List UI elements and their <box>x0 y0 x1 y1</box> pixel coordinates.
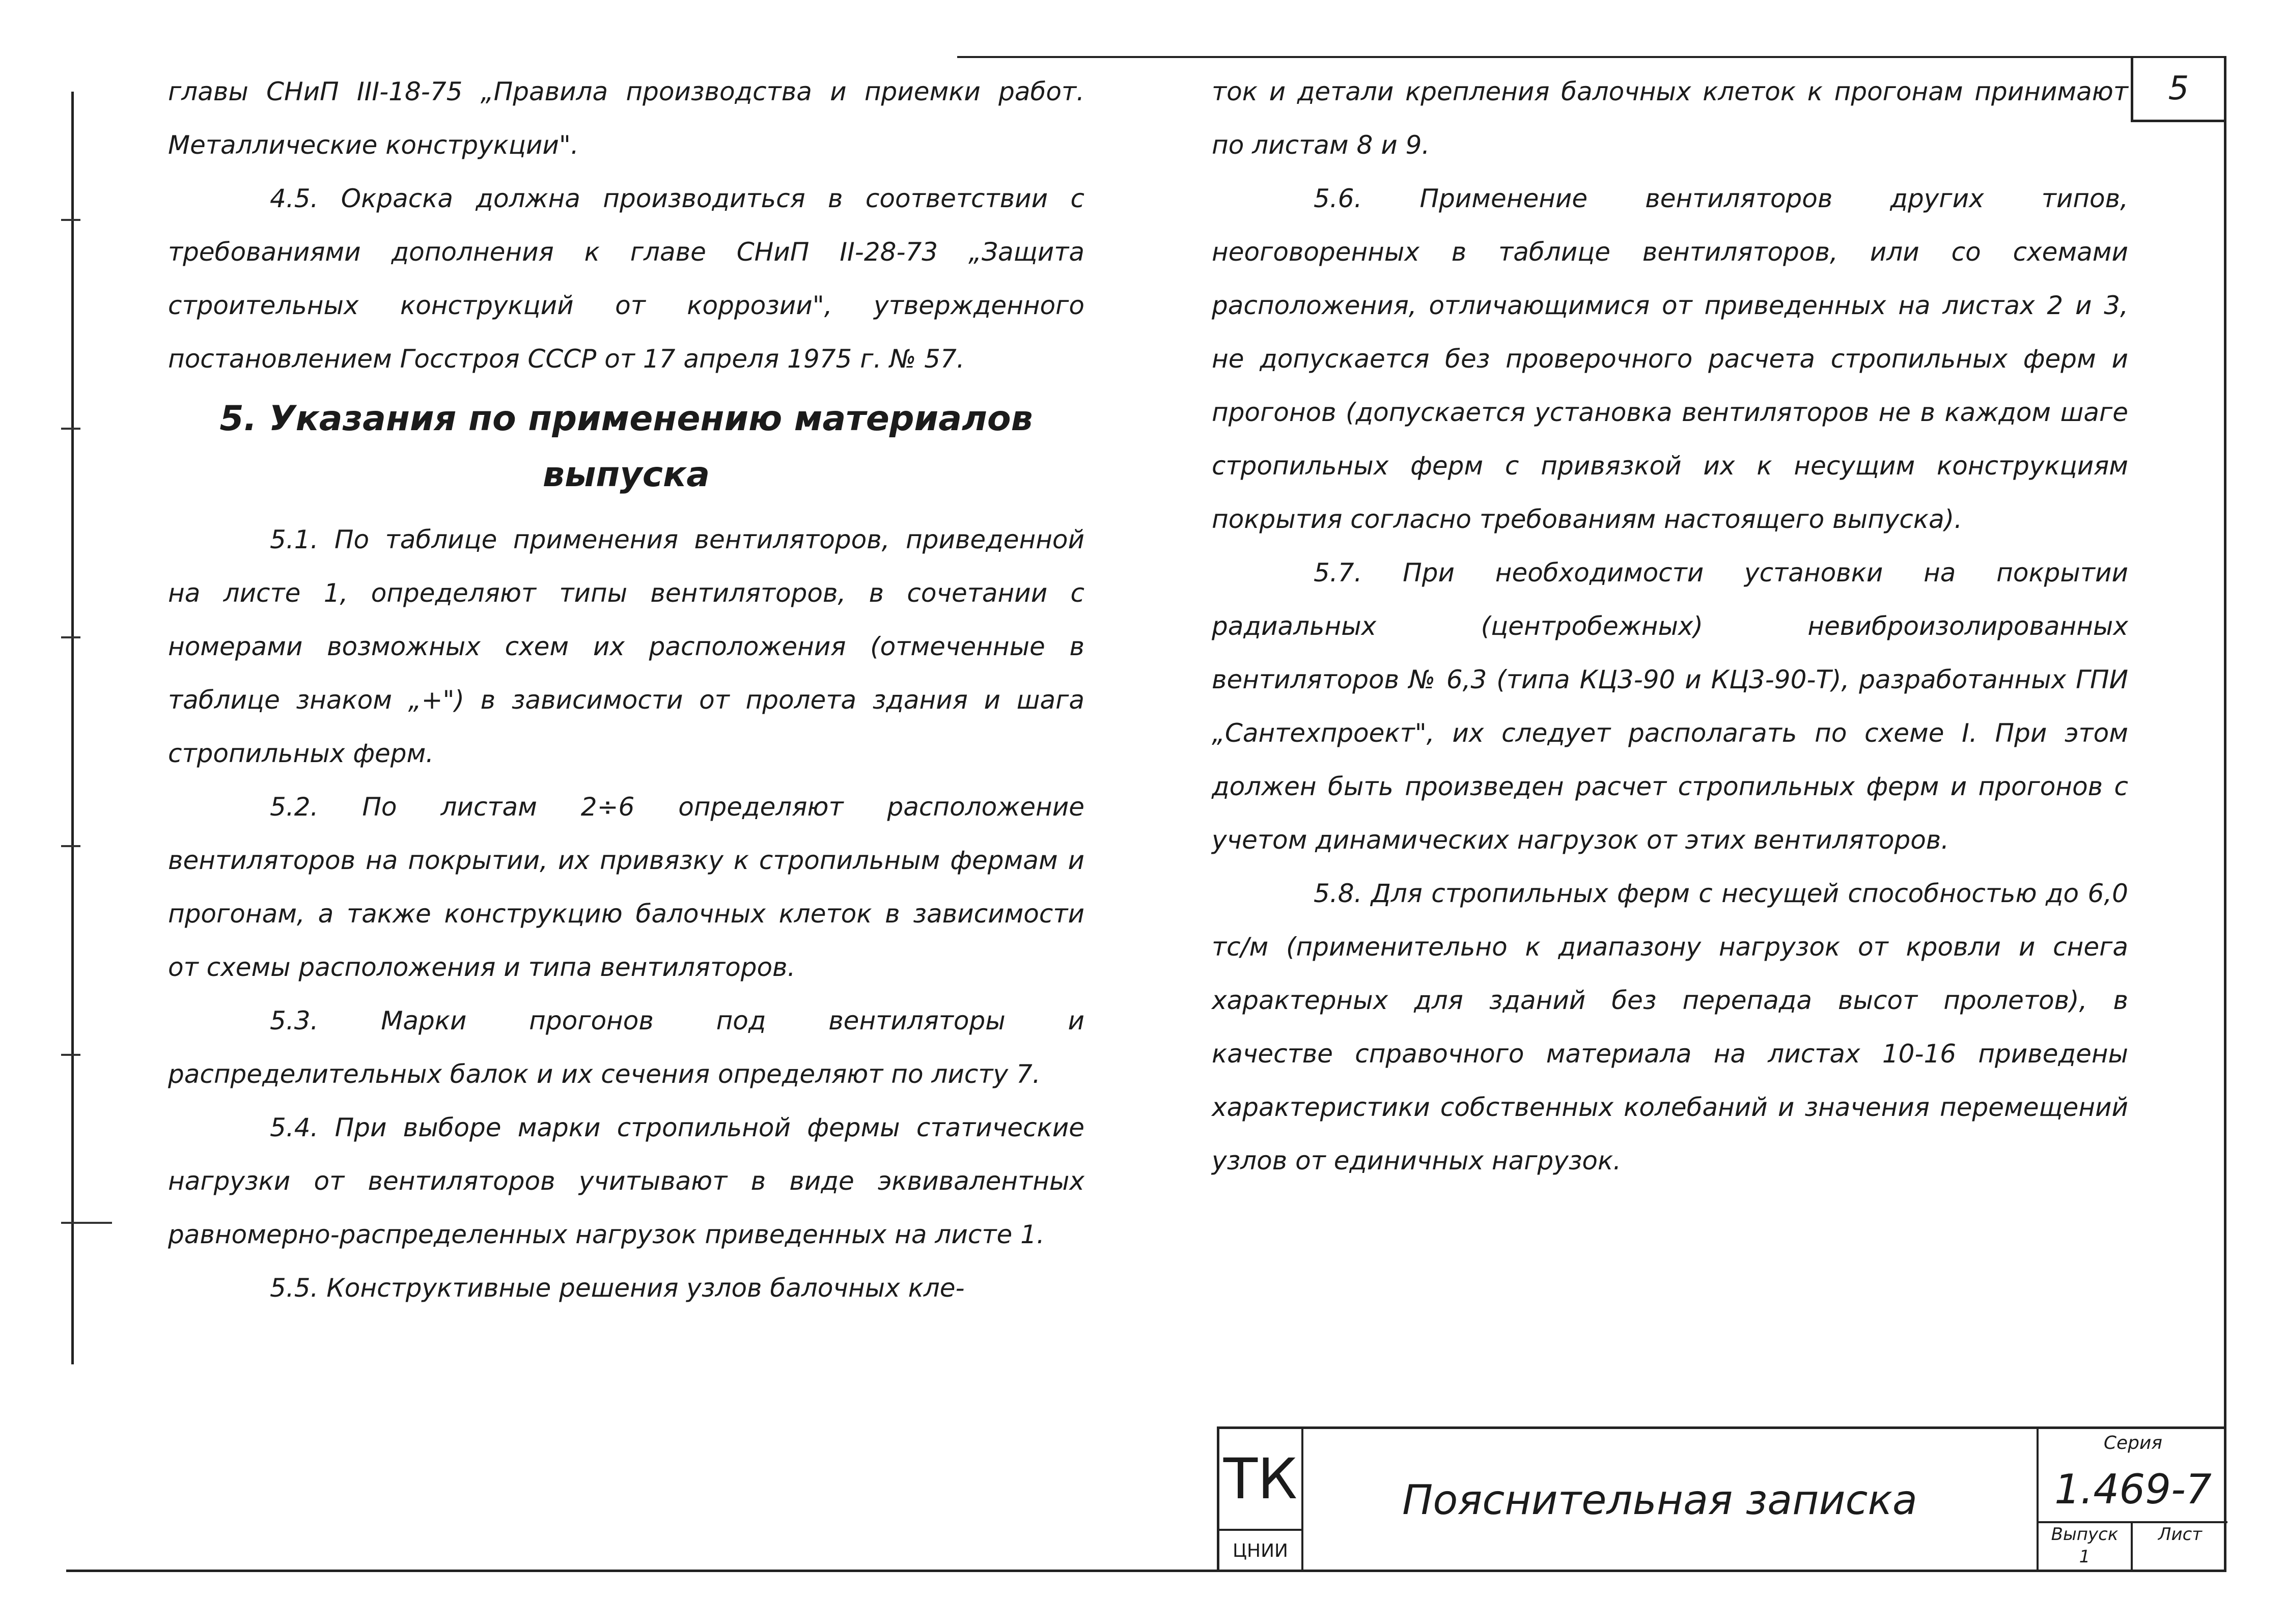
paragraph-5-5-start: 5.5. Конструктивные решения узлов балочных кле- <box>270 1273 965 1303</box>
sheet-number: 5 <box>2131 57 2224 122</box>
binding-tick <box>61 219 80 221</box>
sheet-label: Лист <box>2158 1524 2203 1545</box>
paragraph-5-6: 5.6. Применение вентиляторов других типов, неоговоренных в таблице вентиляторов, или со схемами расположения, отличающимися от приведенных на листах 2 и 3, не допускается без проверочного расчета стропильных ферм и прогонов (допускается установка вентиляторов не в каждом шаге стропильных ферм с привязкой их к несущим конструкциям покрытия согласно требованиям настоящего выпуска). <box>1212 184 2128 534</box>
organization-code: ТК <box>1219 1429 1301 1531</box>
paragraph-5-1: 5.1. По таблице применения вентиляторов, приведенной на листе 1, определяют типы вентиляторов, в сочетании с номерами возможных схем их расположения (отмеченные в таблице знаком „+") в зависимости от пролета здания и шага стропильных ферм. <box>168 525 1084 768</box>
organization-sub: ЦНИИ <box>1233 1541 1288 1561</box>
intro-paragraph: главы СНиП III-18-75 „Правила производства и приемки работ. Металлические конструкции". <box>168 77 1084 160</box>
series-value: 1.469-7 <box>2039 1457 2227 1523</box>
binding-tick <box>61 428 80 430</box>
paragraph-5-7: 5.7. При необходимости установки на покрытии радиальных (центробежных) невиброизолированных вентиляторов № 6,3 (типа КЦ3-90 и КЦ3-90-Т), разработанных ГПИ „Сантехпроект", их следует располагать по схеме I. При этом должен быть произведен расчет стропильных ферм и прогонов с учетом динамических нагрузок от этих вентиляторов. <box>1212 558 2128 855</box>
issue-cell <box>2039 1523 2133 1571</box>
binding-tick <box>61 636 80 638</box>
paragraph-4-5: 4.5. Окраска должна производиться в соответствии с требованиями дополнения к главе СНиП II-28-73 „Защита строительных конструкций от коррозии", утвержденного постановлением Госстроя СССР от 17 апреля 1975 г. № 57. <box>168 184 1084 374</box>
sheet-cell <box>2133 1523 2227 1571</box>
paragraph-5-3: 5.3. Марки прогонов под вентиляторы и распределительных балок и их сечения определяют по листу 7. <box>168 1006 1084 1089</box>
issue-label: Выпуск <box>2051 1524 2119 1545</box>
binding-tick <box>61 1222 112 1224</box>
paragraph-5-4: 5.4. При выборе марки стропильной фермы статические нагрузки от вентиляторов учитывают в виде эквивалентных равномерно-распределенных нагрузок приведенных на листе 1. <box>168 1113 1084 1249</box>
organization-cell <box>1219 1429 1303 1571</box>
binding-edge-line-lower <box>71 1069 74 1222</box>
series-label: Серия <box>2103 1433 2163 1453</box>
frame-right-line <box>2224 56 2226 1571</box>
issue-value: 1 <box>2079 1547 2091 1567</box>
paragraph-5-8: 5.8. Для стропильных ферм с несущей способностью до 6,0 тс/м (применительно к диапазону нагрузок от кровли и снега характерных для зданий без перепада высот пролетов), в качестве справочного материала на листах 10-16 приведены характеристики собственных колебаний и значения перемещений узлов от единичных нагрузок. <box>1212 879 2128 1175</box>
section-heading: 5. Указания по применению материалов выпуска <box>219 399 1033 495</box>
left-column <box>168 76 1084 1315</box>
title-block <box>1217 1426 2225 1571</box>
frame-top-line <box>957 56 2225 58</box>
right-column <box>1212 76 2128 1188</box>
paragraph-5-5-end: ток и детали крепления балочных клеток к прогонам принимают по листам 8 и 9. <box>1212 77 2128 160</box>
document-title: Пояснительная записка <box>1402 1476 1917 1524</box>
series-cell <box>2037 1429 2227 1571</box>
binding-tick <box>61 845 80 847</box>
binding-tick <box>61 1054 80 1056</box>
paragraph-5-2: 5.2. По листам 2÷6 определяют расположение вентиляторов на покрытии, их привязку к стропильным фермам и прогонам, а также конструкцию балочных клеток в зависимости от схемы расположения и типа вентиляторов. <box>168 792 1084 982</box>
